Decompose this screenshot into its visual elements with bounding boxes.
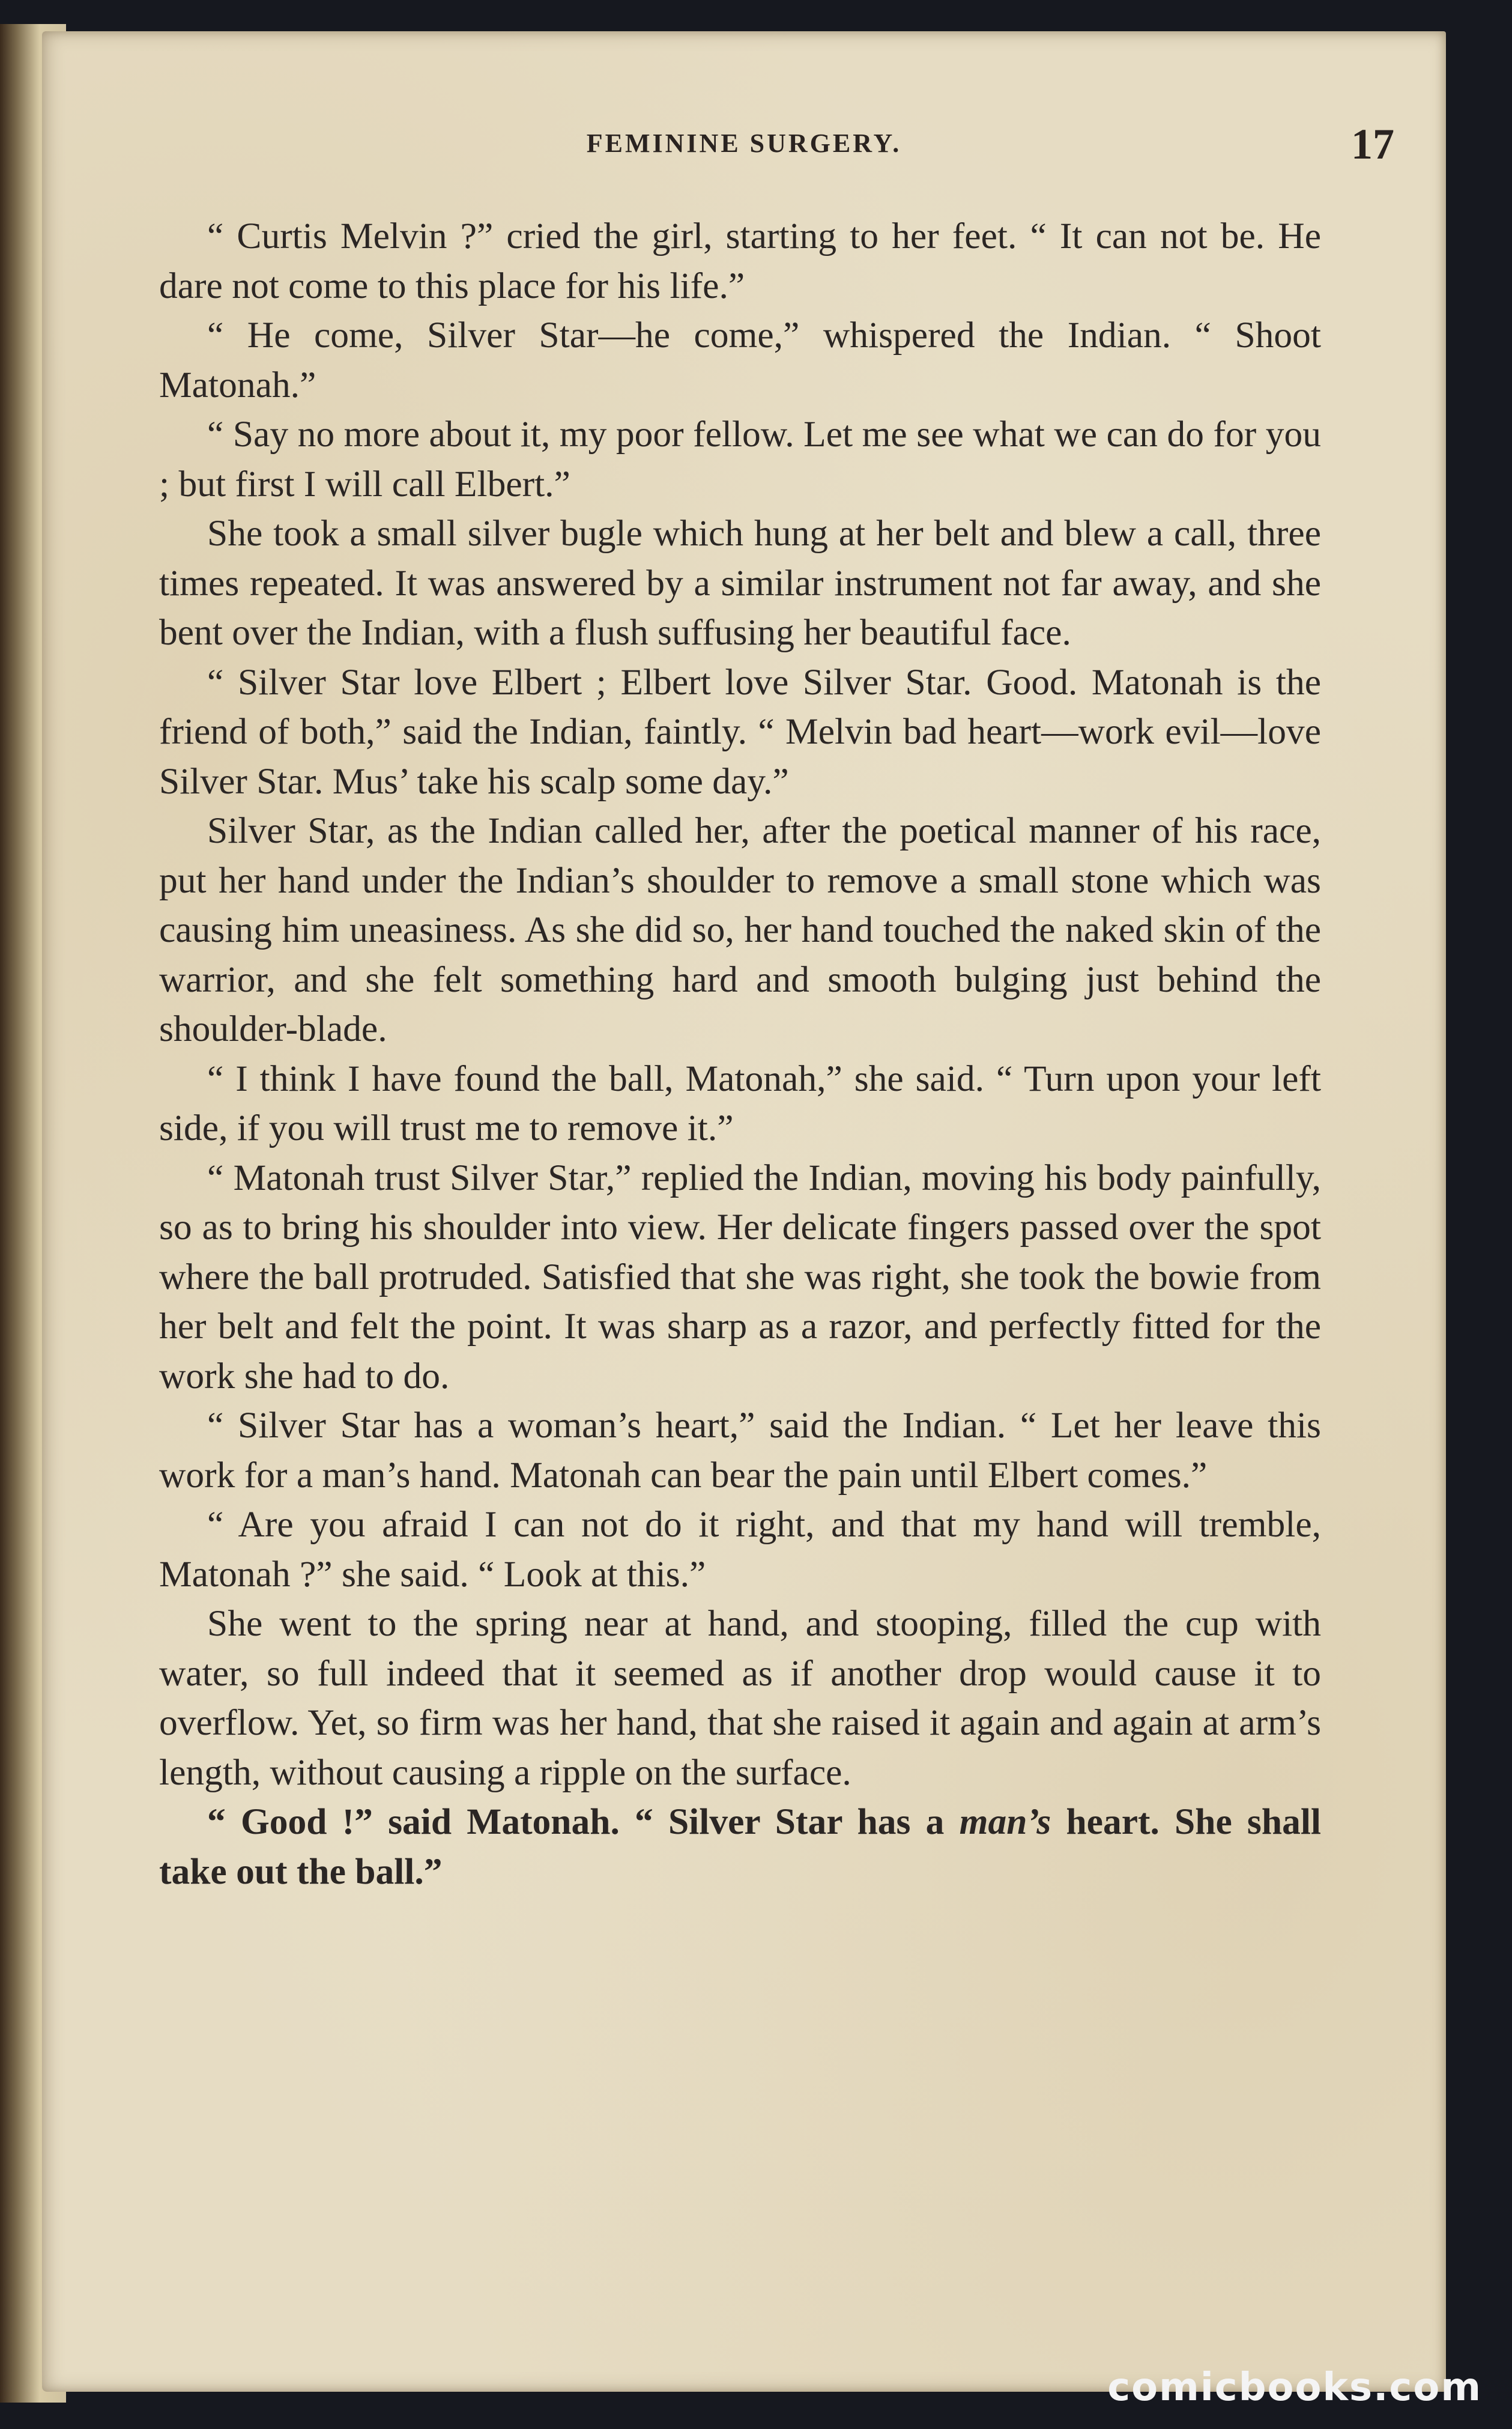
paragraph: “ Say no more about it, my poor fellow. Let me see what we can do for you ; but first I will call Elbert.” xyxy=(159,414,1321,505)
page-header xyxy=(42,120,1446,171)
final-text-after: heart. She shall take out the ball.” xyxy=(159,1801,1321,1892)
paragraph-final xyxy=(159,1797,1321,1896)
paragraph: “ Silver Star love Elbert ; Elbert love Silver Star. Good. Matonah is the friend of both,” said the Indian, faintly. “ Melvin bad heart—work evil—love Silver Star. Mus’ take his scalp some day.” xyxy=(159,661,1321,802)
paragraph: “ I think I have found the ball, Matonah,” she said. “ Turn upon your left side, if you will trust me to remove it.” xyxy=(159,1058,1321,1148)
paragraph: “ He come, Silver Star—he come,” whispered the Indian. “ Shoot Matonah.” xyxy=(159,315,1321,405)
paragraph: “ Curtis Melvin ?” cried the girl, starting to her feet. “ It can not be. He dare not come to this place for his life.” xyxy=(159,216,1321,306)
page-number: 17 xyxy=(1351,120,1394,168)
body-text xyxy=(159,211,1321,1896)
paragraph: “ Matonah trust Silver Star,” replied the Indian, moving his body painfully, so as to bring his shoulder into view. Her delicate fingers passed over the spot where the ball protruded. Satisfied that she was right, she took the bowie from her belt and felt the point. It was sharp as a razor, and perfectly fitted for the work she had to do. xyxy=(159,1157,1321,1396)
paragraph: Silver Star, as the Indian called her, after the poetical manner of his race, put her hand under the Indian’s shoulder to remove a small stone which was causing him uneasiness. As she did so, her hand touched the naked skin of the warrior, and she felt something hard and smooth bulging just behind the shoulder-blade. xyxy=(159,810,1321,1049)
paragraph: “ Are you afraid I can not do it right, and that my hand will tremble, Matonah ?” she said. “ Look at this.” xyxy=(159,1504,1321,1595)
running-head: FEMININE SURGERY. xyxy=(586,129,902,158)
final-text-italic: man’s xyxy=(959,1801,1051,1842)
site-watermark: comicbooks.com xyxy=(1107,2365,1482,2410)
paragraph: She took a small silver bugle which hung at her belt and blew a call, three times repeated. It was answered by a similar instrument not far away, and she bent over the Indian, with a flush suffusing her beautiful face. xyxy=(159,513,1321,653)
paragraph: She went to the spring near at hand, and stooping, filled the cup with water, so full indeed that it seemed as if another drop would cause it to overflow. Yet, so firm was her hand, that she raised it again and again at arm’s length, without causing a ripple on the surface. xyxy=(159,1603,1321,1793)
final-text-before: “ Good !” said Matonah. “ Silver Star has a xyxy=(207,1801,960,1842)
paragraph: “ Silver Star has a woman’s heart,” said the Indian. “ Let her leave this work for a man’s hand. Matonah can bear the pain until Elbert comes.” xyxy=(159,1405,1321,1496)
